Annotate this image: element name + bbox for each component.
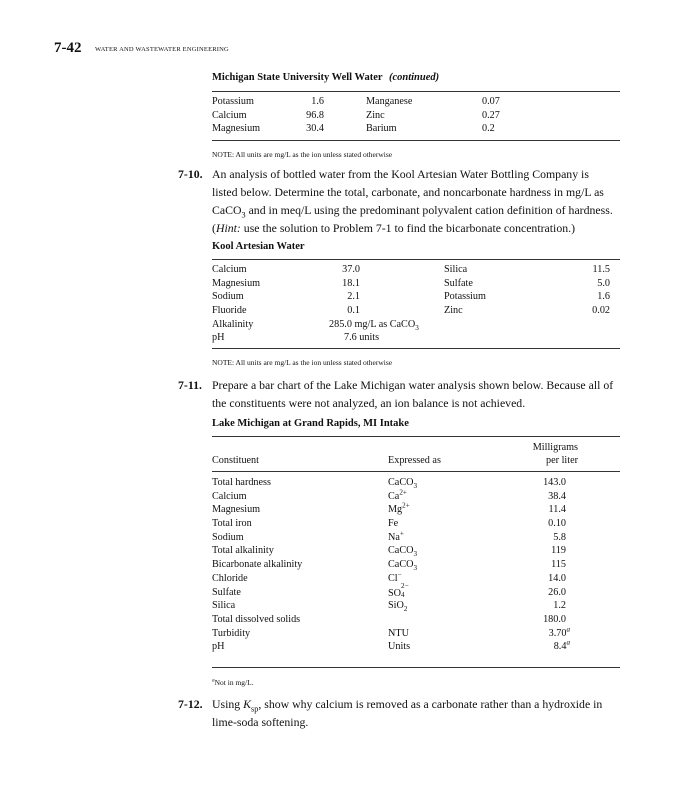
formula-base: CaCO [388,545,414,557]
table-row [212,572,620,586]
problem-line: Prepare a bar chart of the Lake Michigan water analysis shown below. Because all of [212,378,614,392]
constituent-value: 1.6 [597,291,610,303]
concentration-value [553,599,566,613]
constituent-value: 30.4 [306,123,324,135]
formula-base: Mg [388,504,403,516]
text: and in meq/L using the predominant polyvalent cation definition of hardness. [245,203,613,217]
label: Alkalinity [212,318,254,330]
subscript: 3 [241,210,246,220]
concentration-value [548,586,566,600]
hint-label: Hint: [215,221,241,235]
superscript: 2+ [402,501,410,510]
running-header: WATER AND WASTEWATER ENGINEERING [95,46,229,53]
table-rule [212,436,620,437]
constituent-name: Sodium [212,291,244,303]
value [329,318,419,332]
superscript: 2− [401,581,409,590]
table-row [212,95,620,109]
constituent-name: Magnesium [212,277,261,289]
value-text: 0.10 [548,518,566,530]
table-rule [212,140,620,141]
text: Using [212,697,244,711]
concentration-value [551,544,566,558]
constituent-name: Zinc [366,109,385,121]
value-text: 143.0 [543,477,566,488]
constituent-value: 1.6 [311,96,324,107]
constituent-name: Silica [444,264,468,275]
constituent-name: Potassium [212,96,254,107]
value-text: 8.4 [553,641,567,653]
table-row [212,318,620,332]
constituent-name: pH [212,641,225,653]
constituent-value: 37.0 [342,264,360,275]
kool-table-title: Kool Artesian Water [212,241,305,252]
problem-line [212,201,632,219]
expressed-as-formula [388,581,413,601]
constituent-value: 11.5 [592,264,610,275]
superscript: − [397,570,402,579]
text: ( [212,221,216,235]
table-row [212,490,620,504]
title-suffix: (continued) [388,72,440,83]
table-row [212,517,620,531]
table-row [212,290,620,304]
table-row [212,476,620,490]
constituent-name: Total dissolved solids [212,613,301,625]
table-rule [212,259,620,260]
footnote-mark: a [566,638,570,647]
formula-base: Fe [388,518,399,530]
expressed-as-formula [388,544,417,558]
subscript: 2 [403,605,408,614]
text: CaCO [212,203,242,217]
value-text: 5.8 [553,531,566,543]
text: 285.0 mg/L as CaCO [329,318,416,330]
value-text: 38.4 [548,490,566,502]
subscript: sp [251,704,259,714]
constituent-value: 0.02 [592,305,610,317]
header-expressed-as: Expressed as [388,455,441,466]
footnote-mark: a [566,625,570,634]
constituent-name: Zinc [444,305,463,317]
constituent-name: Calcium [212,490,247,502]
table-row [212,122,620,136]
page-number: 7-42 [54,40,82,56]
table-rule [212,91,620,92]
problem-line: listed below. Determine the total, carbonate, and noncarbonate hardness in mg/L as [212,185,604,199]
kool-table [212,263,620,345]
constituent-name: Fluoride [212,305,247,317]
problem-line: the constituents were not analyzed, an ion balance is not achieved. [212,396,526,410]
constituent-name: Bicarbonate alkalinity [212,559,303,571]
table-row [212,263,620,277]
formula-base: Na [388,531,400,543]
subscript: 3 [413,550,418,559]
concentration-value [543,476,566,490]
formula-base: CaCO [388,477,414,488]
value-text: 119 [551,545,566,557]
value-text: 26.0 [548,586,566,598]
constituent-name: Turbidity [212,627,251,639]
constituent-name: Sulfate [212,586,241,598]
table-row [212,544,620,558]
constituent-name: Calcium [212,264,247,275]
table-row [212,581,620,600]
formula-base: Units [388,641,411,653]
value-text: 1.2 [553,600,566,612]
subscript: 3 [413,564,418,573]
expressed-as-formula [388,517,398,531]
table-row [212,613,620,627]
problem-line: An analysis of bottled water from the Kool Artesian Water Bottling Company is [212,167,589,181]
expressed-as-formula [388,599,407,613]
concentration-value [549,503,566,517]
value: 7.6 units [344,332,380,344]
constituent-name: Calcium [212,109,247,121]
formula-base: Ca [388,490,400,502]
constituent-name: Silica [212,600,236,612]
formula-base: CaCO [388,559,414,571]
footnote-text: Not in mg/L. [214,678,254,687]
constituent-name: Magnesium [212,504,261,516]
table-rule [212,471,620,472]
concentration-value [548,517,566,531]
formula-base: Cl [388,572,398,584]
table-rule [212,348,620,349]
constituent-name: Sulfate [444,277,473,289]
table-footnote [212,678,254,687]
constituent-value: 96.8 [306,109,324,121]
constituent-name: Total alkalinity [212,545,274,557]
header-constituent: Constituent [212,455,259,466]
lake-table-title: Lake Michigan at Grand Rapids, MI Intake [212,418,409,429]
constituent-name: Total iron [212,518,252,530]
table-row [212,277,620,291]
problem-number: 7-11. [178,378,202,392]
table-row [212,503,620,517]
constituent-value: 5.0 [597,277,610,289]
k-symbol: K [243,697,252,711]
value-text: 14.0 [548,572,566,584]
text: use the solution to Problem 7-1 to find the bicarbonate concentration.) [240,221,576,235]
table-row [212,558,620,572]
footnote-mark: a [212,677,215,684]
table-row [212,304,620,318]
constituent-name: Barium [366,123,397,135]
constituent-value: 2.1 [347,291,360,303]
table-note: NOTE: All units are mg/L as the ion unless stated otherwise [212,150,393,159]
expressed-as-formula [388,640,410,654]
constituent-value: 0.07 [482,96,500,107]
subscript: 3 [415,323,419,332]
lake-table [212,476,620,654]
superscript: 2+ [399,488,407,497]
table-row [212,331,620,345]
value-text: 180.0 [543,613,566,625]
expressed-as-formula [388,572,402,586]
concentration-value [553,531,566,545]
formula-base: SiO [388,600,404,612]
constituent-name: Sodium [212,531,244,543]
constituent-name: Magnesium [212,123,261,135]
problem-number: 7-10. [178,167,203,181]
concentration-value [543,613,566,627]
constituent-name: Total hardness [212,477,271,488]
constituent-value: 18.1 [342,277,360,289]
table-row [212,627,620,641]
expressed-as-formula [388,558,417,572]
value-text: 3.70 [548,627,567,639]
superscript: + [399,529,404,538]
value-text: 115 [551,559,566,571]
table-row [212,531,620,545]
subscript: 3 [413,482,418,491]
constituent-value: 0.2 [482,123,495,135]
concentration-value [548,490,566,504]
problem-line [212,219,632,237]
problem-line: lime-soda softening. [212,715,309,729]
value-text: 11.4 [548,504,566,516]
table-row [212,640,620,654]
concentration-value [551,558,566,572]
title-text: Michigan State University Well Water [212,72,383,83]
table-row [212,599,620,613]
header-per-liter: per liter [546,455,578,466]
constituent-value: 0.27 [482,109,500,121]
constituent-name: Chloride [212,572,248,584]
msu-table-title [212,72,439,83]
table-note: NOTE: All units are mg/L as the ion unless stated otherwise [212,358,393,367]
concentration-value [554,640,570,654]
header-milligrams: Milligrams [532,442,578,453]
expressed-as-formula [388,503,410,517]
problem-number: 7-12. [178,697,203,711]
formula-sub-sup [401,581,413,599]
problem-line [212,695,632,713]
table-rule [212,667,620,668]
constituent-name: Potassium [444,291,486,303]
table-row [212,109,620,123]
expressed-as-formula [388,531,404,545]
expressed-as-formula [388,627,409,641]
constituent-value: 0.1 [347,305,360,317]
subscript: 4 [401,590,405,599]
formula-base: SO [388,587,402,599]
text: , show why calcium is removed as a carbonate rather than a hydroxide in [258,697,603,711]
label: pH [212,332,225,344]
concentration-value [548,572,566,586]
lake-table-header [212,441,620,469]
msu-table [212,95,620,136]
constituent-name: Manganese [366,96,413,107]
formula-base: NTU [388,627,409,639]
